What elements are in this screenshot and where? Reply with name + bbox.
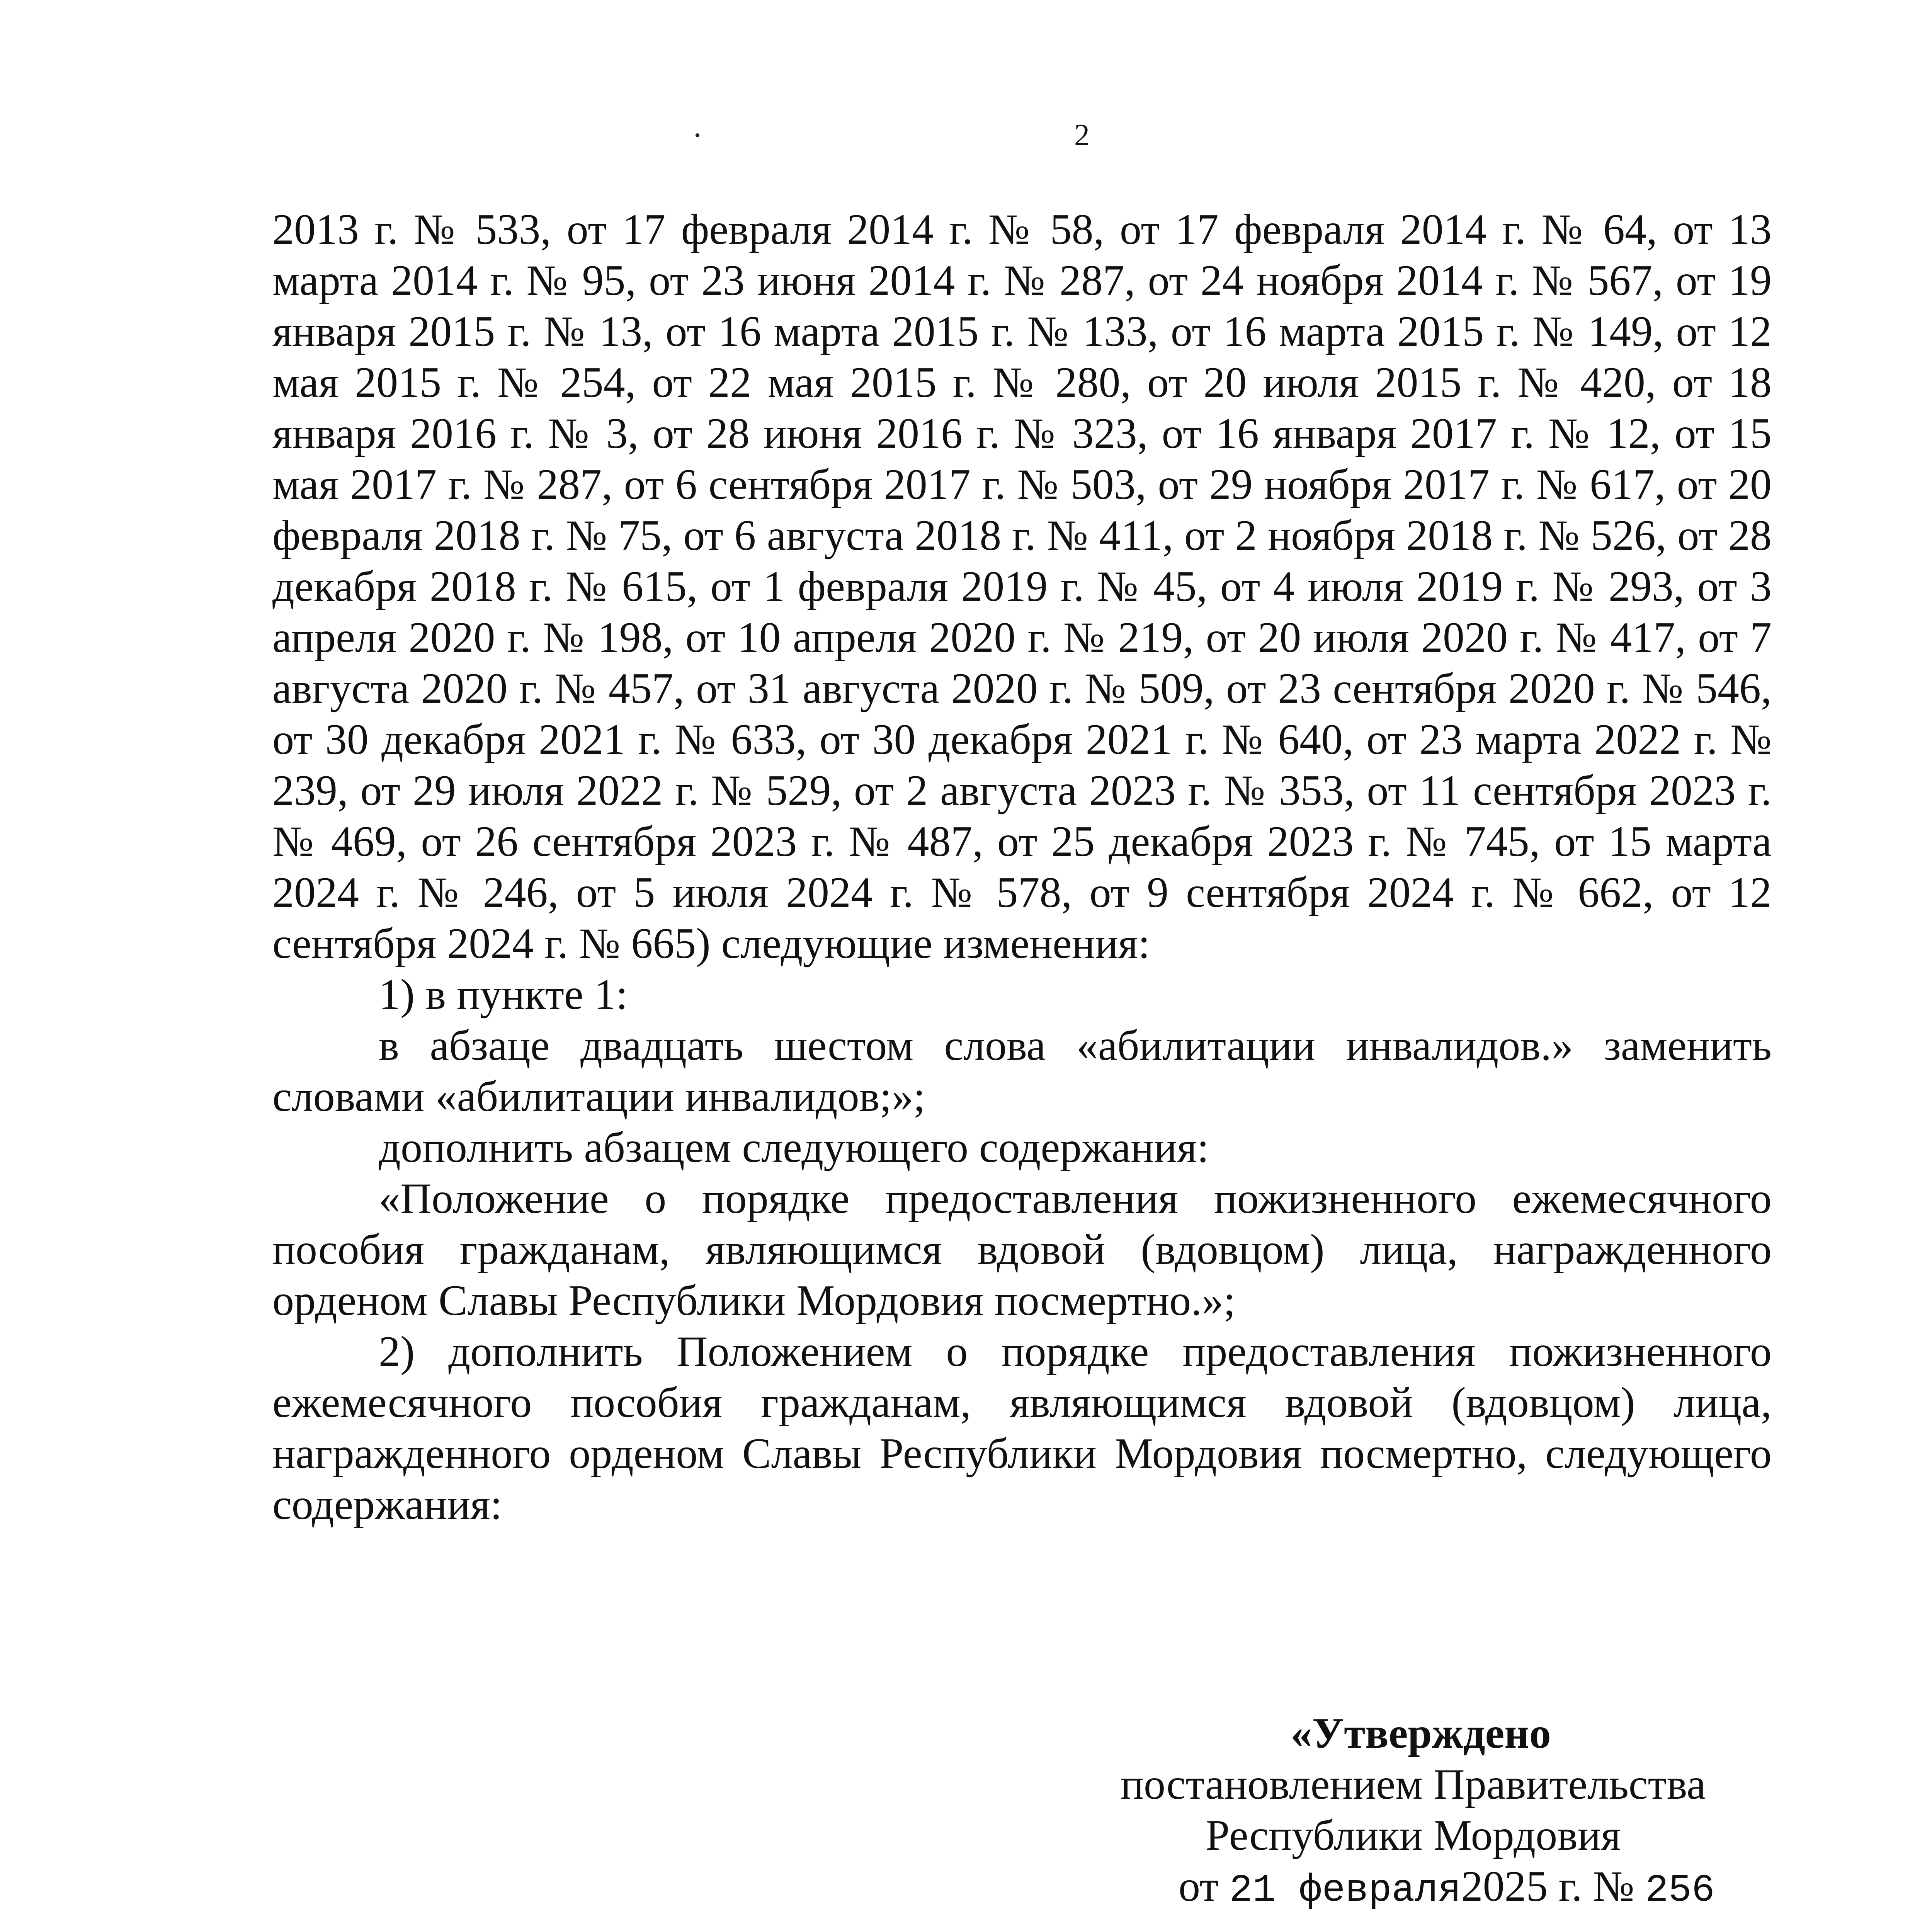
approval-date-year: 2025 г. № [1461,1862,1634,1910]
paragraph-item-1: 1) в пункте 1: [379,971,628,1019]
approval-date-line [1043,1861,1777,1917]
approval-line-republic: Республики Мордовия [1206,1811,1621,1859]
approval-title: «Утверждено [1291,1709,1551,1757]
approval-stamp-block [1043,1708,1777,1917]
page-number: 2 [1074,118,1090,152]
approval-date-prefix: от [1179,1862,1219,1910]
paragraph-new-clause-text: «Положение о порядке предоставления пожизненного ежемесячного пособия гражданам, являющимся вдовой (вдовцом) лица, награжденного орденом Славы Республики Мордовия посмертно.»; [272,1175,1772,1325]
approval-number-filled: 256 [1645,1869,1715,1913]
paragraph-replace-words: в абзаце двадцать шестом слова «абилитации инвалидов.» заменить словами «абилитации инвалидов;»; [272,1022,1772,1121]
paragraph-amending-acts: 2013 г. № 533, от 17 февраля 2014 г. № 58, от 17 февраля 2014 г. № 64, от 13 марта 2014 г. № 95, от 23 июня 2014 г. № 287, от 24 ноября 2014 г. № 567, от 19 января 2015 г. № 13, от 16 марта 2015 г. № 133, от 16 марта 2015 г. № 149, от 12 мая 2015 г. № 254, от 22 мая 2015 г. № 280, от 20 июля 2015 г. № 420, от 18 января 2016 г. № 3, от 28 июня 2016 г. № 323, от 16 января 2017 г. № 12, от 15 мая 2017 г. № 287, от 6 сентября 2017 г. № 503, от 29 ноября 2017 г. № 617, от 20 февраля 2018 г. № 75, от 6 августа 2018 г. № 411, от 2 ноября 2018 г. № 526, от 28 декабря 2018 г. № 615, от 1 февраля 2019 г. № 45, от 4 июля 2019 г. № 293, от 3 апреля 2020 г. № 198, от 10 апреля 2020 г. № 219, от 20 июля 2020 г. № 417, от 7 августа 2020 г. № 457, от 31 августа 2020 г. № 509, от 23 сентября 2020 г. № 546, от 30 декабря 2021 г. № 633, от 30 декабря 2021 г. № 640, от 23 марта 2022 г. № 239, от 29 июля 2022 г. № 529, от 2 августа 2023 г. № 353, от 11 сентября 2023 г. № 469, от 26 сентября 2023 г. № 487, от 25 декабря 2023 г. № 745, от 15 марта 2024 г. № 246, от 5 июля 2024 г. № 578, от 9 сентября 2024 г. № 662, от 12 сентября 2024 г. № 665) следующие изменения: [272,206,1772,968]
amendments-body [272,204,1772,1530]
paragraph-item-2: 2) дополнить Положением о порядке предоставления пожизненного ежемесячного пособия гражданам, являющимся вдовой (вдовцом) лица, награжденного орденом Славы Республики Мордовия посмертно, следующего содержания: [272,1328,1772,1529]
approval-date-filled: 21 февраля [1229,1869,1461,1913]
paragraph-add-clause: дополнить абзацем следующего содержания: [379,1124,1209,1172]
scan-speck [696,133,699,137]
approval-line-resolution: постановлением Правительства [1121,1760,1706,1808]
